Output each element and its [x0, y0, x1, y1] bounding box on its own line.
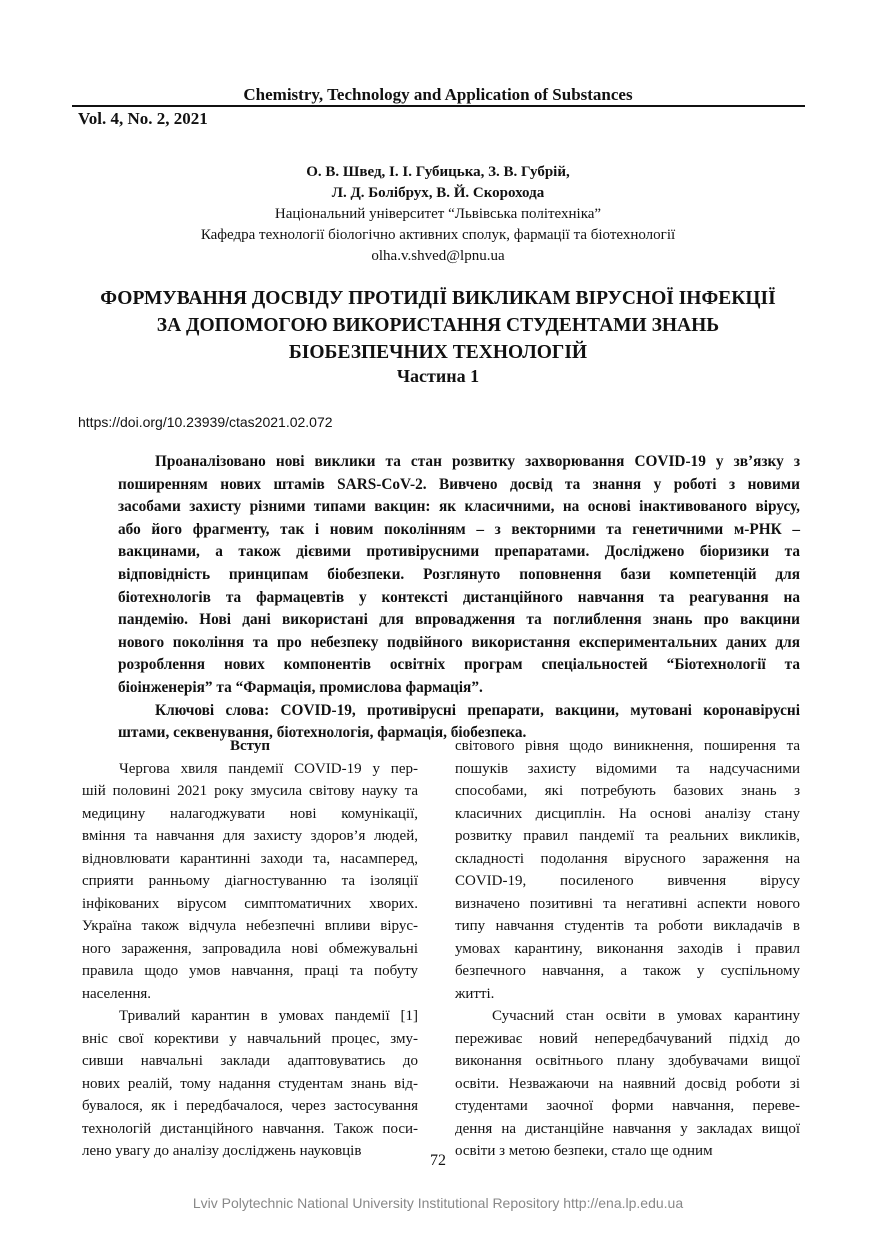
- text-line: біотехнологів та фармацевтів у контексті дистанційного навчання та реагування на: [118, 588, 800, 606]
- text-line: шій половині 2021 року змусила світову науку та: [82, 783, 418, 799]
- text-line: безпечного навчання, а також у суспільному: [455, 963, 800, 979]
- authors: [0, 162, 876, 204]
- text-line: Сучасний стан освіти в умовах карантину: [492, 1008, 800, 1024]
- text-line: населення.: [82, 985, 152, 1002]
- left-column: [82, 735, 418, 1163]
- right-column: [455, 735, 800, 1163]
- text-line: Україна також відчула небезпечні впливи вірус-: [82, 918, 418, 934]
- text-line: студентами заочної форми навчання, переве-: [455, 1098, 800, 1114]
- text-line: ного зараження, запровадила нові обмежувальні: [82, 940, 418, 957]
- email[interactable]: olha.v.shved@lpnu.ua: [371, 248, 505, 264]
- text-line: розвитку правил пандемії та реальних викликів,: [455, 828, 800, 844]
- text-line: нового покоління та про небезпеку подвійного використання експериментальних даних для: [118, 633, 800, 651]
- text-line: Ключові слова: COVID-19, противірусні препарати, вакцини, мутовані коронавірусні: [155, 701, 800, 719]
- abstract: [118, 451, 800, 745]
- text-line: переживає новий непередбачуваний підхід до: [455, 1030, 800, 1047]
- text-line: вміння та навчання для захисту здоров’я людей,: [82, 828, 418, 844]
- text-line: світового рівня щодо виникнення, поширення та: [455, 738, 800, 754]
- repository-footer: Lviv Polytechnic National University Institutional Repository http://ena.lp.edu.ua: [192, 1195, 684, 1211]
- page-number: 72: [430, 1152, 446, 1169]
- text-line: пошуків захисту відомими та надсучасними: [455, 760, 800, 777]
- affiliation: [0, 204, 876, 267]
- paper-title: [0, 285, 876, 366]
- text-line: відновлювати карантинні заходи та, насамперед,: [82, 850, 418, 867]
- text-line: засобами захисту різними типами вакцин: як класичними, на основі інактивованого вірусу,: [118, 498, 800, 516]
- text-line: поширенням нових штамів SARS-CoV-2. Вивчено досвід та знання у роботі з новими: [118, 475, 800, 493]
- text-line: COVID-19, посиленого вивчення вірусу: [455, 873, 800, 889]
- text-line: способами, які потребують базових знань з: [455, 783, 800, 799]
- volume-info: Vol. 4, No. 2, 2021: [78, 109, 208, 128]
- department: Кафедра технології біологічно активних сполук, фармації та біотехнології: [200, 227, 676, 243]
- text-line: вніс свої корективи у навчальний процес, зму-: [82, 1030, 418, 1047]
- title-line: ФОРМУВАННЯ ДОСВІДУ ПРОТИДІЇ ВИКЛИКАМ ВІРУСНОЇ ІНФЕКЦІЇ: [100, 288, 776, 309]
- text-line: Чергова хвиля пандемії COVID-19 у пер-: [119, 760, 418, 777]
- text-line: освіти. Незважаючи на наявний досвід роботи зі: [455, 1075, 800, 1092]
- doi-link[interactable]: https://doi.org/10.23939/ctas2021.02.072: [78, 414, 333, 430]
- text-line: житті.: [455, 985, 495, 1002]
- text-line: класичних дисциплін. На основі аналізу стану: [455, 805, 800, 822]
- text-line: виконання освітнього плану здобувачами вищої: [455, 1053, 800, 1069]
- text-line: складності подолання вірусного зараження на: [455, 850, 800, 867]
- text-line: Тривалий карантин в умовах пандемії [1]: [119, 1008, 418, 1024]
- university: Національний університет “Львівська політехніка”: [274, 206, 602, 222]
- header-rule: [72, 105, 805, 107]
- title-line: БІОБЕЗПЕЧНИХ ТЕХНОЛОГІЙ: [288, 342, 588, 363]
- text-line: умовах карантину, виконання заходів і правил: [455, 940, 800, 957]
- text-line: розроблення нових компонентів освітніх програм спеціальностей “Біотехнології та: [118, 656, 800, 674]
- title-line: ЗА ДОПОМОГОЮ ВИКОРИСТАННЯ СТУДЕНТАМИ ЗНАНЬ: [156, 315, 720, 336]
- text-line: нових реалій, тому надання студентам знань від-: [82, 1075, 418, 1092]
- part-label: Частина 1: [396, 366, 480, 386]
- text-line: відповідність принципам біобезпеки. Розглянуто поповнення бази компетенцій для: [118, 565, 800, 583]
- text-line: пандемію. Нові дані використані для впровадження та поглиблення знань про вакцини: [118, 611, 800, 629]
- text-line: освіти з метою безпеки, стало ще одним: [455, 1143, 713, 1159]
- authors-line: О. В. Швед, І. І. Губицька, З. В. Губрій,: [306, 164, 570, 180]
- text-line: біоінженерія” та “Фармація, промислова фармація”.: [118, 678, 483, 696]
- left-body: [82, 758, 418, 1163]
- text-line: або його фрагменту, так і новим поколінням – з векторними та генетичними м-РНК –: [118, 520, 800, 538]
- text-line: лено увагу до аналізу досліджень науковців: [82, 1143, 362, 1159]
- text-line: технологій дистанційного навчання. Також поси-: [82, 1120, 418, 1137]
- authors-line: Л. Д. Болібрух, В. Й. Скорохода: [331, 185, 545, 201]
- text-line: сивши навчальні заклади адаптовуватись до: [82, 1053, 418, 1069]
- text-line: визначено позитивні та негативні аспекти нового: [455, 895, 800, 912]
- text-line: інфікованих вірусом симптоматичних хворих.: [82, 895, 418, 912]
- text-line: типу навчання студентів та роботи викладачів в: [455, 918, 800, 934]
- text-line: вакцинами, а також дієвими противірусними препаратами. Досліджено біоризики та: [118, 543, 800, 561]
- text-line: правила щодо умов навчання, праці та побуту: [82, 963, 418, 979]
- text-line: сприяти ранньому діагностуванню та ізоляції: [82, 873, 418, 889]
- text-line: Проаналізовано нові виклики та стан розвитку захворювання COVID-19 у зв’язку з: [155, 453, 800, 470]
- section-heading: Вступ: [230, 738, 270, 754]
- journal-title: Chemistry, Technology and Application of Substances: [243, 85, 633, 104]
- text-line: медицину налагоджувати нові комунікації,: [82, 805, 418, 822]
- text-line: дення на дистанційне навчання у закладах вищої: [455, 1120, 800, 1137]
- text-line: штами, секвенування, біотехнологія, фармація, біобезпека.: [118, 724, 527, 742]
- text-line: бувалося, як і передбачалося, через застосування: [82, 1098, 418, 1114]
